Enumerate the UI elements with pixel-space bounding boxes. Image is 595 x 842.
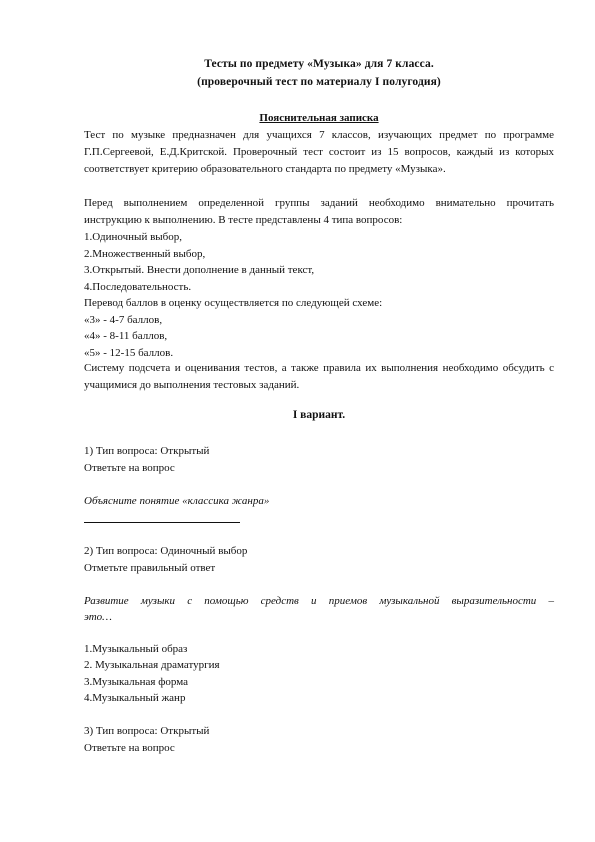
- answer-option: 1.Музыкальный образ: [84, 643, 188, 655]
- question-type-line: 3) Тип вопроса: Открытый: [84, 725, 210, 737]
- explanatory-note-heading: Пояснительная записка: [259, 112, 379, 124]
- answer-option: 3.Музыкальная форма: [84, 676, 188, 688]
- question-instruction: Ответьте на вопрос: [84, 742, 175, 754]
- answer-line: [84, 522, 240, 523]
- question-text: Объясните понятие «классика жанра»: [84, 495, 270, 507]
- question-instruction: Отметьте правильный ответ: [84, 562, 216, 574]
- question-type-line: 2) Тип вопроса: Одиночный выбор: [84, 545, 248, 557]
- question-type-item: 2.Множественный выбор,: [84, 248, 206, 260]
- question-instruction: Ответьте на вопрос: [84, 462, 175, 474]
- doc-title-line1: Тесты по предмету «Музыка» для 7 класса.: [204, 58, 434, 70]
- answer-option: 4.Музыкальный жанр: [84, 692, 186, 704]
- grade-item: «5» - 12-15 баллов.: [84, 347, 174, 359]
- variant-heading: I вариант.: [292, 409, 346, 421]
- question-type-item: 1.Одиночный выбор,: [84, 231, 183, 243]
- question-text: Развитие музыки с помощью средств и приемов музыкальной выразительности – это…: [84, 595, 554, 623]
- closing-paragraph: Систему подсчета и оценивания тестов, а также правила их выполнения необходимо обсудить с учащимися до выполнения тестовых заданий.: [84, 362, 554, 391]
- question-type-item: 4.Последовательность.: [84, 281, 192, 293]
- question-type-line: 1) Тип вопроса: Открытый: [84, 445, 210, 457]
- intro-paragraph: Тест по музыке предназначен для учащихся 7 классов, изучающих предмет по программе Г.П.Сергеевой, Е.Д.Критской. Проверочный тест состоит из 15 вопросов, каждый из которых соответствует критерию образовательного стандарта по предмету «Музыка».: [84, 129, 554, 175]
- answer-option: 2. Музыкальная драматургия: [84, 659, 220, 671]
- instruction-paragraph: Перед выполнением определенной группы заданий необходимо внимательно прочитать инструкцию к выполнению. В тесте представлены 4 типа вопросов:: [84, 197, 554, 226]
- grading-scale-intro: Перевод баллов в оценку осуществляется по следующей схеме:: [84, 297, 383, 309]
- grade-item: «4» - 8-11 баллов,: [84, 330, 168, 342]
- doc-title-line2: (проверочный тест по материалу I полугодия): [197, 76, 441, 88]
- question-type-item: 3.Открытый. Внести дополнение в данный текст,: [84, 264, 315, 276]
- grade-item: «3» - 4-7 баллов,: [84, 314, 163, 326]
